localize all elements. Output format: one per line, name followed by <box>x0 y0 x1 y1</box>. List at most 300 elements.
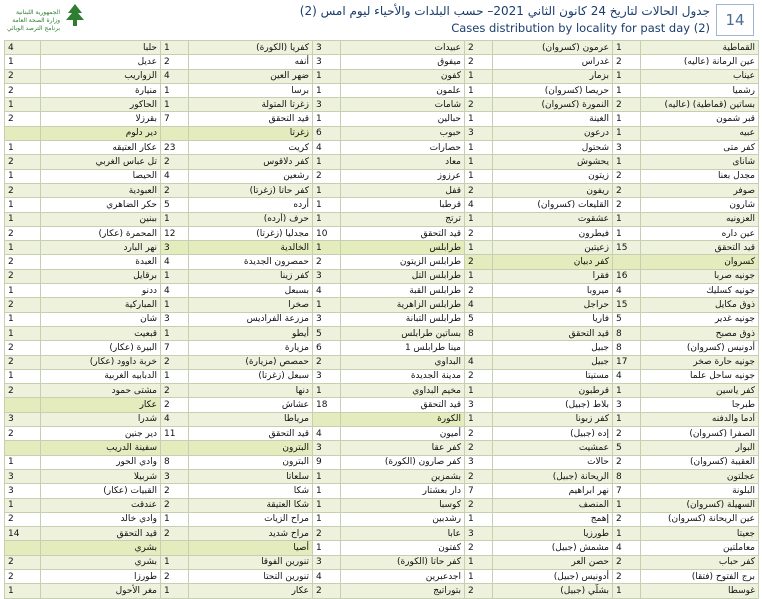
case-count: 1 <box>613 155 641 169</box>
table-row <box>5 255 759 269</box>
locality-name: مرياطا <box>189 412 313 426</box>
locality-name: الحيصا <box>41 169 161 183</box>
case-count: 11 <box>161 427 189 441</box>
table-row <box>5 469 759 483</box>
locality-name: بشري <box>41 541 161 555</box>
locality-name: طورزيا <box>493 527 613 541</box>
case-count: 5 <box>613 312 641 326</box>
locality-name: شكا <box>189 484 313 498</box>
locality-name: الدبابيه الغربية <box>41 369 161 383</box>
locality-name: كفر متى <box>641 141 759 155</box>
case-count: 3 <box>465 455 493 469</box>
locality-name: كفر ياسين <box>641 384 759 398</box>
case-count: 1 <box>465 269 493 283</box>
case-count: 2 <box>613 512 641 526</box>
case-count: 1 <box>313 212 341 226</box>
case-count: 1 <box>613 112 641 126</box>
table-row <box>5 241 759 255</box>
locality-name: حبوب <box>341 126 465 140</box>
locality-name: الكورة <box>341 412 465 426</box>
case-count: 2 <box>465 41 493 55</box>
case-count: 1 <box>5 498 41 512</box>
case-count: 2 <box>5 226 41 240</box>
logo-line-3: برنامج الترصد الوبائي <box>6 25 60 32</box>
case-count: 1 <box>5 369 41 383</box>
locality-name: بتوراتيج <box>341 584 465 598</box>
case-count: 17 <box>613 355 641 369</box>
locality-name: كفون <box>341 69 465 83</box>
locality-name: شامات <box>341 98 465 112</box>
locality-name: بسبعل <box>189 284 313 298</box>
case-count: 2 <box>465 584 493 598</box>
case-count: 2 <box>613 98 641 112</box>
locality-name: بشمزين <box>341 469 465 483</box>
case-count: 2 <box>161 183 189 197</box>
case-count: 1 <box>613 69 641 83</box>
case-count: 3 <box>313 441 341 455</box>
case-count: 2 <box>161 355 189 369</box>
locality-name: قفل <box>341 183 465 197</box>
case-count: 1 <box>313 541 341 555</box>
locality-name: عرمون (كسروان) <box>493 41 613 55</box>
locality-name: كفر حاتا (زغرتا) <box>189 183 313 197</box>
locality-name: حلبا <box>41 41 161 55</box>
locality-name: الخالدية <box>189 241 313 255</box>
case-count: 5 <box>313 326 341 340</box>
locality-name: أرده <box>189 198 313 212</box>
locality-name: كفر عقا <box>341 441 465 455</box>
case-count <box>313 412 341 426</box>
case-count: 1 <box>465 112 493 126</box>
locality-name: بساتين (قماطية) (عاليه) <box>641 98 759 112</box>
case-count: 1 <box>613 212 641 226</box>
case-count: 2 <box>465 469 493 483</box>
locality-name: حريصا (كسروان) <box>493 83 613 97</box>
case-count: 1 <box>313 469 341 483</box>
case-count: 4 <box>465 198 493 212</box>
case-count: 3 <box>161 312 189 326</box>
locality-name: برقايل <box>41 269 161 283</box>
locality-name: ددنو <box>41 284 161 298</box>
case-count: 1 <box>465 384 493 398</box>
case-count: 1 <box>613 126 641 140</box>
case-count: 2 <box>161 384 189 398</box>
locality-name: علمون <box>341 83 465 97</box>
locality-name: ضهر العين <box>189 69 313 83</box>
locality-name: كفتون <box>341 541 465 555</box>
locality-name: العزونيه <box>641 212 759 226</box>
case-count: 1 <box>465 69 493 83</box>
locality-name: المحمرة (عكار) <box>41 226 161 240</box>
locality-name: بشلّي (جبيل) <box>493 584 613 598</box>
case-count: 3 <box>313 98 341 112</box>
locality-name: ريفون <box>493 183 613 197</box>
case-count <box>5 398 41 412</box>
locality-name: أصيا <box>189 541 313 555</box>
table-row <box>5 484 759 498</box>
locality-name: قيد التحقق <box>493 326 613 340</box>
case-count: 2 <box>613 569 641 583</box>
case-count: 7 <box>161 112 189 126</box>
case-count: 3 <box>5 469 41 483</box>
table-row <box>5 355 759 369</box>
table-row <box>5 341 759 355</box>
case-count: 2 <box>161 498 189 512</box>
cases-table-body <box>5 41 759 599</box>
case-count: 15 <box>613 241 641 255</box>
locality-name: شانای <box>641 155 759 169</box>
case-count: 2 <box>313 584 341 598</box>
case-count: 1 <box>465 555 493 569</box>
case-count: 1 <box>5 312 41 326</box>
case-count: 2 <box>465 498 493 512</box>
locality-name: عكار <box>41 398 161 412</box>
case-count: 4 <box>613 284 641 298</box>
case-count: 1 <box>313 83 341 97</box>
locality-name: كريت <box>189 141 313 155</box>
locality-name: عيناب <box>641 69 759 83</box>
locality-name: القليعات (كسروان) <box>493 198 613 212</box>
locality-name: جبيل <box>493 341 613 355</box>
case-count: 18 <box>313 398 341 412</box>
locality-name: رشميا <box>641 83 759 97</box>
case-count <box>161 541 189 555</box>
case-count: 1 <box>465 241 493 255</box>
case-count: 3 <box>313 555 341 569</box>
locality-name: تل عباس الغربي <box>41 155 161 169</box>
locality-name: شدرا <box>41 412 161 426</box>
locality-name: عمشيت <box>493 441 613 455</box>
locality-name: أدونيس (كسروان) <box>641 341 759 355</box>
case-count: 2 <box>161 155 189 169</box>
case-count: 3 <box>313 55 341 69</box>
locality-name: طرابلس الزاهرية <box>341 298 465 312</box>
title-arabic: جدول الحالات لتاريخ 24 كانون الثاني 2021– حسب البلدات والأحياء ليوم امس (2) <box>299 4 710 18</box>
case-count: 1 <box>313 198 341 212</box>
locality-name: مشتى حمود <box>41 384 161 398</box>
case-count: 4 <box>161 255 189 269</box>
case-count: 1 <box>161 269 189 283</box>
locality-name: مينا طرابلس 1 <box>341 341 465 355</box>
case-count: 1 <box>161 512 189 526</box>
locality-name: مستيتا <box>493 369 613 383</box>
case-count: 2 <box>613 183 641 197</box>
locality-name: تنورين التحتا <box>189 569 313 583</box>
case-count: 1 <box>5 212 41 226</box>
case-count: 2 <box>5 112 41 126</box>
locality-name: حرف (أرده) <box>189 212 313 226</box>
locality-name: جبيل <box>493 355 613 369</box>
case-count: 2 <box>161 55 189 69</box>
cases-table-container <box>4 40 758 596</box>
locality-name: برج الفتوح (فتقا) <box>641 569 759 583</box>
case-count: 3 <box>313 269 341 283</box>
locality-name: ذوق مصبح <box>641 326 759 340</box>
case-count <box>161 126 189 140</box>
table-row <box>5 384 759 398</box>
locality-name: جونيه كسليك <box>641 284 759 298</box>
logo-line-2: وزارة الصحة العامة <box>12 17 60 24</box>
locality-name: عندقت <box>41 498 161 512</box>
locality-name: البلونة <box>641 484 759 498</box>
locality-name: طرابلس القبة <box>341 284 465 298</box>
locality-name: سلعاتا <box>189 469 313 483</box>
table-row <box>5 98 759 112</box>
locality-name: القبيات (عكار) <box>41 484 161 498</box>
locality-name: فيطرون <box>493 226 613 240</box>
case-count: 1 <box>5 455 41 469</box>
case-count: 2 <box>465 427 493 441</box>
locality-name: طورزا <box>41 569 161 583</box>
case-count: 2 <box>613 55 641 69</box>
case-count: 2 <box>5 427 41 441</box>
locality-name: قيد التحقق <box>641 241 759 255</box>
case-count: 4 <box>161 284 189 298</box>
locality-name: دير جنين <box>41 427 161 441</box>
table-row <box>5 527 759 541</box>
locality-name: فقرا <box>493 269 613 283</box>
locality-name: الزواريب <box>41 69 161 83</box>
locality-name: البداوي <box>341 355 465 369</box>
case-count: 1 <box>313 298 341 312</box>
locality-name: بلاط (جبيل) <box>493 398 613 412</box>
case-count: 1 <box>313 183 341 197</box>
locality-name: دار بعشتار <box>341 484 465 498</box>
ministry-logo <box>6 3 88 35</box>
case-count: 7 <box>161 341 189 355</box>
case-count: 9 <box>313 455 341 469</box>
locality-name: زعيتين <box>493 241 613 255</box>
locality-name: قبعيت <box>41 326 161 340</box>
locality-name: كسروان <box>641 255 759 269</box>
locality-name: البترون <box>189 455 313 469</box>
locality-name: البوار <box>641 441 759 455</box>
case-count: 4 <box>313 427 341 441</box>
page-number-badge: 14 <box>716 4 754 36</box>
case-count: 10 <box>313 226 341 240</box>
table-row <box>5 369 759 383</box>
locality-name: منيارة <box>41 83 161 97</box>
case-count: 1 <box>5 55 41 69</box>
case-count: 4 <box>161 69 189 83</box>
locality-name: كفر زبونا <box>493 412 613 426</box>
locality-name: نهر البارد <box>41 241 161 255</box>
case-count: 1 <box>465 169 493 183</box>
locality-name: المنصف <box>493 498 613 512</box>
case-count: 8 <box>465 326 493 340</box>
case-count: 2 <box>465 541 493 555</box>
locality-name: كفر دبيان <box>493 255 613 269</box>
locality-name: عكار العتيقه <box>41 141 161 155</box>
locality-name: قيد التحقق <box>41 527 161 541</box>
cases-table <box>4 40 759 599</box>
case-count: 2 <box>5 69 41 83</box>
case-count: 4 <box>613 541 641 555</box>
locality-name: مغر الأحول <box>41 584 161 598</box>
case-count <box>5 126 41 140</box>
case-count: 2 <box>465 55 493 69</box>
case-count: 2 <box>613 198 641 212</box>
case-count: 4 <box>465 355 493 369</box>
locality-name: كفر دلاقوس <box>189 155 313 169</box>
case-count: 1 <box>161 41 189 55</box>
case-count: 7 <box>613 484 641 498</box>
case-count: 1 <box>313 241 341 255</box>
case-count: 1 <box>5 241 41 255</box>
case-count: 1 <box>313 484 341 498</box>
locality-name: عكار <box>189 584 313 598</box>
locality-name: حكر الضاهري <box>41 198 161 212</box>
locality-name: حمصص (مزيارة) <box>189 355 313 369</box>
table-row <box>5 269 759 283</box>
locality-name: رشعين <box>189 169 313 183</box>
case-count: 1 <box>613 498 641 512</box>
case-count: 3 <box>465 398 493 412</box>
table-row <box>5 212 759 226</box>
locality-name: قرطبون <box>493 384 613 398</box>
locality-name: برسا <box>189 83 313 97</box>
table-row <box>5 83 759 97</box>
locality-name: الغينة <box>493 112 613 126</box>
case-count: 1 <box>465 569 493 583</box>
locality-name: مزرعة الفراديس <box>189 312 313 326</box>
case-count: 1 <box>313 112 341 126</box>
locality-name: جونيه ساحل علما <box>641 369 759 383</box>
locality-name: جونيه غدير <box>641 312 759 326</box>
locality-name: مراح الزيات <box>189 512 313 526</box>
locality-name: سفينة الدريب <box>41 441 161 455</box>
locality-name: كفريا (الكورة) <box>189 41 313 55</box>
case-count <box>161 441 189 455</box>
table-row <box>5 198 759 212</box>
locality-name: مزيارة <box>189 341 313 355</box>
case-count: 3 <box>313 369 341 383</box>
case-count: 4 <box>5 41 41 55</box>
table-row <box>5 427 759 441</box>
case-count: 2 <box>613 455 641 469</box>
case-count: 5 <box>161 198 189 212</box>
case-count: 2 <box>5 298 41 312</box>
case-count: 8 <box>161 455 189 469</box>
case-count: 1 <box>161 98 189 112</box>
locality-name: إهمج <box>493 512 613 526</box>
case-count: 2 <box>465 441 493 455</box>
locality-name: شربيلا <box>41 469 161 483</box>
case-count: 6 <box>313 341 341 355</box>
case-count: 4 <box>313 284 341 298</box>
case-count: 2 <box>465 183 493 197</box>
locality-name: غدراس <box>493 55 613 69</box>
case-count: 1 <box>465 212 493 226</box>
locality-name: بساتين طرابلس <box>341 326 465 340</box>
locality-name: بزمار <box>493 69 613 83</box>
case-count <box>613 255 641 269</box>
locality-name: جعيتا <box>641 527 759 541</box>
locality-name: شحتول <box>493 141 613 155</box>
case-count: 1 <box>161 369 189 383</box>
locality-name: قبر شمون <box>641 112 759 126</box>
locality-name: قيد التحقق <box>189 427 313 441</box>
case-count: 2 <box>5 555 41 569</box>
table-row <box>5 284 759 298</box>
table-row <box>5 326 759 340</box>
locality-name: معاملتين <box>641 541 759 555</box>
case-count: 1 <box>613 412 641 426</box>
case-count: 8 <box>613 341 641 355</box>
table-row <box>5 512 759 526</box>
locality-name: عبيه <box>641 126 759 140</box>
case-count: 1 <box>161 326 189 340</box>
locality-name: زغرتا <box>189 126 313 140</box>
table-row <box>5 441 759 455</box>
case-count: 1 <box>613 584 641 598</box>
locality-name: كوسبا <box>341 498 465 512</box>
case-count: 8 <box>613 469 641 483</box>
locality-name: إده (جبيل) <box>493 427 613 441</box>
locality-name: دير دلوم <box>41 126 161 140</box>
case-count: 3 <box>313 41 341 55</box>
locality-name: دنها <box>189 384 313 398</box>
case-count: 3 <box>161 469 189 483</box>
locality-name: غوسطا <box>641 584 759 598</box>
locality-name: طبرجا <box>641 398 759 412</box>
case-count: 1 <box>313 69 341 83</box>
locality-name: جونيه حارة صخر <box>641 355 759 369</box>
locality-name: العبودية <box>41 183 161 197</box>
case-count: 2 <box>161 398 189 412</box>
table-row <box>5 455 759 469</box>
locality-name: كفر حباب <box>641 555 759 569</box>
locality-name: نهر ابراهيم <box>493 484 613 498</box>
case-count: 5 <box>613 441 641 455</box>
case-count: 4 <box>313 569 341 583</box>
case-count: 2 <box>5 155 41 169</box>
locality-name: تنورين الفوقا <box>189 555 313 569</box>
locality-name: العبدة <box>41 255 161 269</box>
case-count: 2 <box>465 369 493 383</box>
locality-name: بشري <box>41 555 161 569</box>
locality-name: وادي خالد <box>41 512 161 526</box>
locality-name: عين الريحانة (كسروان) <box>641 512 759 526</box>
locality-name: يحشوش <box>493 155 613 169</box>
locality-name: قرطبا <box>341 198 465 212</box>
locality-name: عديل <box>41 55 161 69</box>
case-count: 1 <box>465 83 493 97</box>
locality-name: مخيم البداوي <box>341 384 465 398</box>
case-count: 1 <box>313 155 341 169</box>
case-count: 2 <box>465 255 493 269</box>
locality-name: قيد التحقق <box>341 398 465 412</box>
table-row <box>5 69 759 83</box>
case-count: 2 <box>613 555 641 569</box>
title-english: Cases distribution by locality for past day (2) <box>451 21 710 35</box>
case-count: 1 <box>313 384 341 398</box>
case-count: 1 <box>5 98 41 112</box>
table-row <box>5 41 759 55</box>
case-count: 8 <box>613 326 641 340</box>
table-row <box>5 126 759 140</box>
locality-name: معاد <box>341 155 465 169</box>
case-count: 2 <box>465 98 493 112</box>
locality-name: النمورة (كسروان) <box>493 98 613 112</box>
case-count: 15 <box>613 298 641 312</box>
locality-name: رشدبين <box>341 512 465 526</box>
case-count: 5 <box>465 312 493 326</box>
case-count: 1 <box>613 41 641 55</box>
locality-name: وادي الحور <box>41 455 161 469</box>
case-count: 1 <box>161 298 189 312</box>
locality-name: صخرا <box>189 298 313 312</box>
